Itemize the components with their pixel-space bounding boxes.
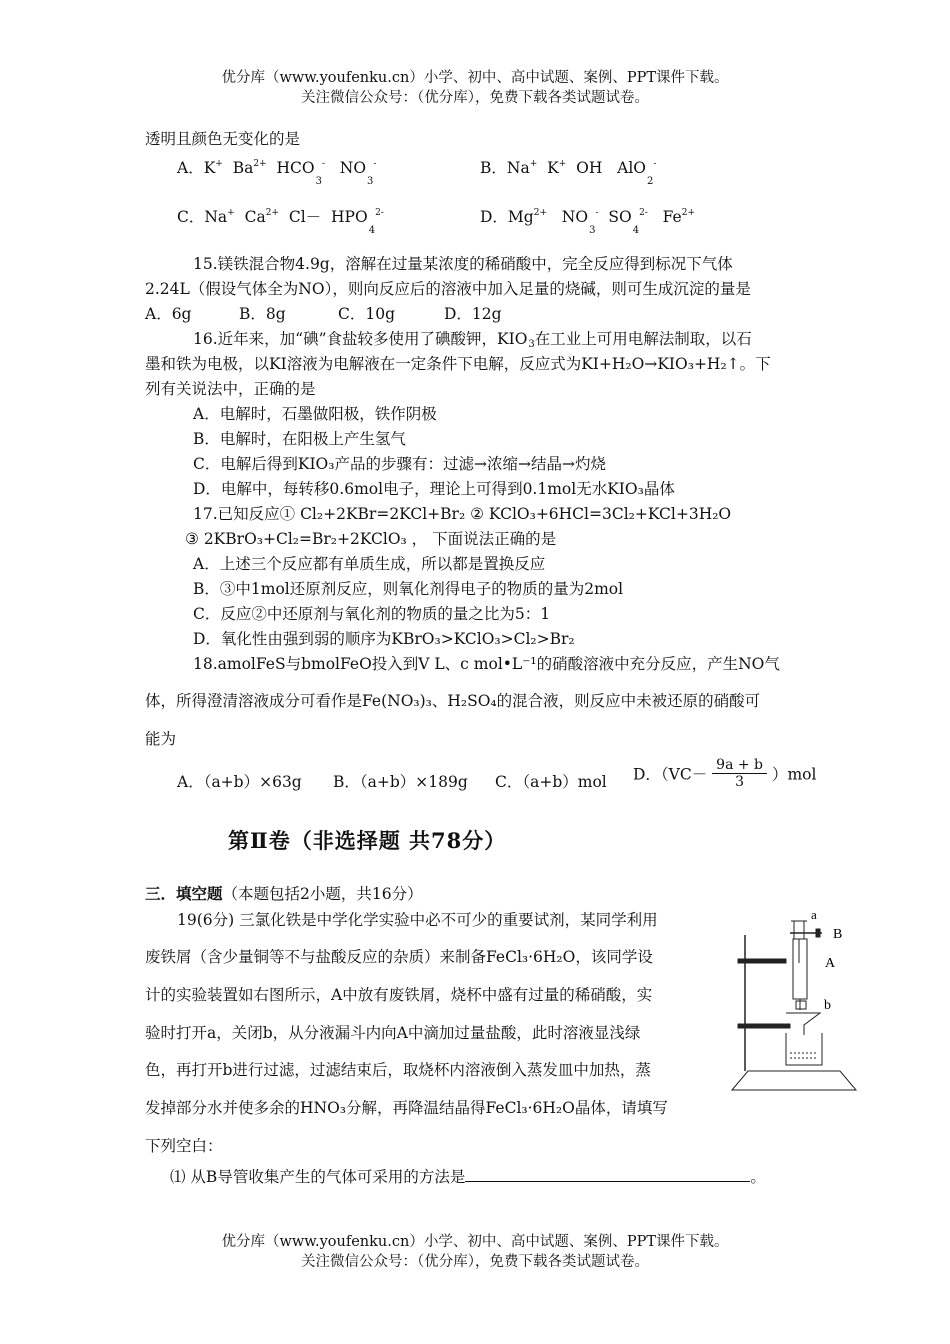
q16-line-3: 列有关说法中，正确的是 bbox=[145, 380, 316, 398]
part-3-heading: 三．填空题（本题包括2小题，共16分） bbox=[145, 884, 423, 903]
q19-sub-1: ⑴ 从B导管收集产生的气体可采用的方法是 。 bbox=[170, 1168, 766, 1186]
q18-option-a: A．（a+b）×63g bbox=[177, 773, 302, 791]
stopcock-b bbox=[796, 1001, 806, 1009]
q16-line-1: 16.近年来，加“碘”食盐较多使用了碘酸钾，KIO3在工业上可用电解法制取，以石 bbox=[193, 330, 752, 350]
q14-option-d: D．$Mg^{2+}$ $NO_3^-$ $SO_4^{2-}$ $Fe^{2+}$ bbox=[480, 208, 695, 236]
q19-line-2: 废铁屑（含少量铜等不与盐酸反应的杂质）来制备FeCl₃·6H₂O，该同学设 bbox=[145, 948, 653, 966]
q15-option-b: B．8g bbox=[239, 305, 286, 323]
q17-option-c: C．反应②中还原剂与氧化剂的物质的量之比为5：1 bbox=[193, 605, 551, 623]
q18-option-b: B．（a+b）×189g bbox=[333, 773, 468, 791]
q18-option-c: C．（a+b）mol bbox=[495, 773, 607, 791]
label-B: B bbox=[833, 927, 843, 942]
label-b: b bbox=[824, 998, 831, 1013]
q15-option-a: A．6g bbox=[145, 305, 192, 323]
q15-line-1: 15.镁铁混合物4.9g，溶解在过量某浓度的稀硝酸中，完全反应得到标况下气体 bbox=[193, 255, 733, 273]
q14-option-c: C．Na+ $Ca^{2+}$ $Cl- HPO_4^{2-}$ bbox=[177, 208, 384, 236]
stand-base bbox=[732, 1071, 856, 1090]
lower-clamp bbox=[738, 1024, 790, 1028]
q19-line-5: 色，再打开b进行过滤，过滤结束后，取烧杯内溶液倒入蒸发皿中加热，蒸 bbox=[145, 1061, 651, 1079]
section-2-title: 第Ⅱ卷（非选择题 共78分） bbox=[228, 828, 507, 853]
q16-option-b: B．电解时，在阳极上产生氢气 bbox=[193, 430, 406, 448]
q17-option-d: D．氧化性由强到弱的顺序为KBrO₃>KClO₃>Cl₂>Br₂ bbox=[193, 630, 575, 648]
q19-line-1: 19(6分) 三氯化铁是中学化学实验中必不可少的重要试剂，某同学利用 bbox=[177, 911, 658, 929]
header-line-1: 优分库（www.youfenku.cn）小学、初中、高中试题、案例、PPT课件下载。 bbox=[221, 70, 729, 86]
beaker bbox=[786, 1033, 822, 1065]
filter-funnel bbox=[786, 1013, 820, 1035]
q17-line-2: ③ 2KBrO₃+Cl₂=Br₂+2KClO₃ ， 下面说法正确的是 bbox=[185, 530, 557, 548]
q15-line-2: 2.24L（假设气体全为NO），则向反应后的溶液中加入足量的烧碱，则可生成沉淀的量是 bbox=[145, 280, 751, 298]
q18-option-d: D．（VC－ $\frac{9a + b}{3}$ ）mol bbox=[633, 757, 817, 790]
q16-option-a: A．电解时，石墨做阳极，铁作阴极 bbox=[193, 405, 437, 423]
q14-stem: 透明且颜色无变化的是 bbox=[145, 130, 301, 148]
footer-line-1: 优分库（www.youfenku.cn）小学、初中、高中试题、案例、PPT课件下载。 bbox=[221, 1234, 729, 1250]
q18-fraction: $\frac{9a + b}{3}$ bbox=[712, 757, 767, 790]
q17-option-b: B．③中1mol还原剂反应，则氧化剂得电子的物质的量为2mol bbox=[193, 580, 624, 598]
q14-option-a: A．K+ $Ba^{2+}$ $HCO_3^-$ $NO_3^-$ bbox=[177, 159, 377, 187]
header-line-2: 关注微信公众号：（优分库），免费下载各类试题试卷。 bbox=[301, 90, 649, 106]
q14-option-b: B．Na+ K+ OH AlO$_2$- bbox=[480, 159, 657, 187]
upper-clamp bbox=[738, 959, 786, 963]
apparatus-diagram bbox=[720, 905, 870, 1095]
q18-line-2: 体，所得澄清溶液成分可看作是Fe(NO₃)₃、H₂SO₄的混合液，则反应中未被还原的硝酸可 bbox=[145, 692, 761, 710]
q19-line-7: 下列空白： bbox=[145, 1137, 223, 1155]
footer-line-2: 关注微信公众号：（优分库），免费下载各类试题试卷。 bbox=[301, 1254, 649, 1270]
q19-line-4: 验时打开a，关闭b，从分液漏斗内向A中滴加过量盐酸，此时溶液显浅绿 bbox=[145, 1024, 641, 1042]
q16-option-d: D．电解中，每转移0.6mol电子，理论上可得到0.1mol无水KIO₃晶体 bbox=[193, 480, 675, 498]
q15-option-c: C．10g bbox=[338, 305, 396, 323]
q18-line-3: 能为 bbox=[145, 730, 177, 748]
q19-line-3: 计的实验装置如右图所示，A中放有废铁屑，烧杯中盛有过量的稀硝酸，实 bbox=[145, 986, 653, 1004]
q17-option-a: A．上述三个反应都有单质生成，所以都是置换反应 bbox=[193, 555, 546, 573]
q18-line-1: 18.amolFeS与bmolFeO投入到V L、c mol•L⁻¹的硝酸溶液中充分反应，产生NO气 bbox=[193, 655, 780, 673]
answer-blank[interactable] bbox=[465, 1167, 750, 1182]
q17-line-1: 17.已知反应① Cl₂+2KBr=2KCl+Br₂ ② KClO₃+6HCl=3Cl₂+KCl+3H₂O bbox=[193, 505, 732, 523]
q16-line-2: 墨和铁为电极，以KI溶液为电解液在一定条件下电解，反应式为KI+H₂O→KIO₃+H₂↑。下 bbox=[145, 355, 771, 373]
q16-option-c: C．电解后得到KIO₃产品的步骤有：过滤→浓缩→结晶→灼烧 bbox=[193, 455, 606, 473]
label-a: a bbox=[811, 907, 817, 922]
label-A: A bbox=[825, 956, 836, 971]
column-a bbox=[793, 939, 807, 999]
q15-option-d: D．12g bbox=[444, 305, 502, 323]
q19-line-6: 发掉部分水并使多余的HNO₃分解，再降温结晶得FeCl₃·6H₂O晶体，请填写 bbox=[145, 1099, 668, 1117]
